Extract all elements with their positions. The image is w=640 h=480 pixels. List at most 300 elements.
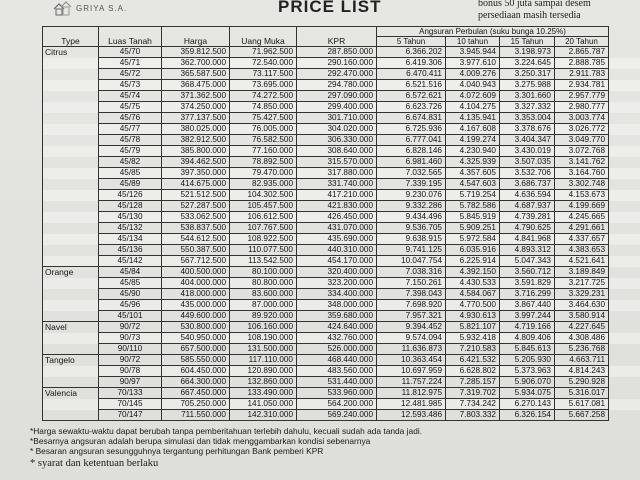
cell-5-tahun: 7.032.565 [377,168,446,179]
cell-harga: 527.287.500 [162,201,230,212]
row-spacer [609,124,640,135]
cell-uang-muka: 131.500.000 [230,344,297,355]
cell-20-tahun: 3.329.231 [555,289,609,300]
cell-kpr: 315.570.000 [297,157,377,168]
cell-harga: 377.137.500 [162,113,230,124]
cell-5-tahun: 9.536.705 [377,223,446,234]
cell-luas-tanah: 45/134 [99,234,162,245]
cell-luas-tanah: 45/77 [99,124,162,135]
table-row [43,80,640,91]
table-row [43,300,640,311]
cell-5-tahun: 6.674.831 [377,113,446,124]
cell-15-tahun: 3.716.299 [500,289,555,300]
cell-15-tahun: 3.250.317 [500,69,555,80]
cell-5-tahun: 7.038.316 [377,267,446,278]
cell-10-tahun: 4.357.605 [446,168,500,179]
cell-luas-tanah: 45/96 [99,300,162,311]
footnote-bank: * Besaran angsuran sesungguhnya tergantung perhitungan Bank pemberi KPR [30,446,324,456]
price-table-body [43,47,640,421]
cell-uang-muka: 71.962.500 [230,47,297,58]
cell-uang-muka: 89.920.000 [230,311,297,322]
cell-10-tahun: 4.547.603 [446,179,500,190]
cell-15-tahun: 3.327.332 [500,102,555,113]
col-20-tahun: 20 Tahun [555,37,609,47]
cell-5-tahun: 6.623.726 [377,102,446,113]
cell-luas-tanah: 45/78 [99,135,162,146]
cell-type [43,245,99,256]
cell-5-tahun: 6.572.621 [377,91,446,102]
cell-5-tahun: 11.636.873 [377,344,446,355]
cell-15-tahun: 3.404.347 [500,135,555,146]
brand-logo [52,0,127,16]
cell-type [43,366,99,377]
col-5-tahun: 5 Tahun [377,37,446,47]
cell-type [43,102,99,113]
cell-harga: 533.062.500 [162,212,230,223]
cell-kpr: 334.400.000 [297,289,377,300]
cell-10-tahun: 4.325.939 [446,157,500,168]
cell-type [43,58,99,69]
cell-15-tahun: 3.353.004 [500,113,555,124]
row-spacer [609,289,640,300]
cell-luas-tanah: 45/76 [99,113,162,124]
col-harga: Harga [162,27,230,47]
cell-20-tahun: 5.316.017 [555,388,609,399]
cell-10-tahun: 4.040.943 [446,80,500,91]
cell-harga: 414.675.000 [162,179,230,190]
cell-5-tahun: 11.757.224 [377,377,446,388]
cell-kpr: 431.070.000 [297,223,377,234]
cell-luas-tanah: 45/85 [99,278,162,289]
row-spacer [609,278,640,289]
cell-5-tahun: 9.394.452 [377,322,446,333]
cell-kpr: 468.440.000 [297,355,377,366]
cell-15-tahun: 4.687.937 [500,201,555,212]
cell-luas-tanah: 70/145 [99,399,162,410]
cell-uang-muka: 76.005.000 [230,124,297,135]
cell-20-tahun: 4.153.673 [555,190,609,201]
cell-harga: 664.300.000 [162,377,230,388]
cell-kpr: 317.880.000 [297,168,377,179]
cell-kpr: 432.760.000 [297,333,377,344]
cell-luas-tanah: 70/147 [99,410,162,421]
row-spacer [609,168,640,179]
table-row [43,102,640,113]
table-row [43,377,640,388]
cell-luas-tanah: 45/128 [99,201,162,212]
cell-uang-muka: 79.470.000 [230,168,297,179]
cell-uang-muka: 108.922.500 [230,234,297,245]
cell-luas-tanah: 90/110 [99,344,162,355]
cell-15-tahun: 4.719.166 [500,322,555,333]
cell-kpr: 421.830.000 [297,201,377,212]
row-spacer [609,58,640,69]
cell-harga: 371.362.500 [162,91,230,102]
cell-uang-muka: 106.160.000 [230,322,297,333]
cell-uang-muka: 107.767.500 [230,223,297,234]
table-row [43,91,640,102]
cell-type: Orange [43,267,99,278]
cell-kpr: 320.400.000 [297,267,377,278]
cell-5-tahun: 7.339.195 [377,179,446,190]
row-spacer [609,344,640,355]
col-luas-tanah: Luas Tanah [99,27,162,47]
table-row [43,201,640,212]
cell-5-tahun: 7.150.261 [377,278,446,289]
cell-harga: 530.800.000 [162,322,230,333]
cell-uang-muka: 77.160.000 [230,146,297,157]
row-spacer [609,223,640,234]
cell-5-tahun: 6.777.041 [377,135,446,146]
cell-harga: 521.512.500 [162,190,230,201]
cell-kpr: 299.400.000 [297,102,377,113]
cell-uang-muka: 80.800.000 [230,278,297,289]
cell-15-tahun: 5.047.343 [500,256,555,267]
cell-5-tahun: 7.957.321 [377,311,446,322]
cell-uang-muka: 120.890.000 [230,366,297,377]
cell-15-tahun: 3.198.973 [500,47,555,58]
cell-type: Navel [43,322,99,333]
cell-5-tahun: 6.981.460 [377,157,446,168]
cell-harga: 544.612.500 [162,234,230,245]
cell-type [43,234,99,245]
cell-luas-tanah: 70/133 [99,388,162,399]
cell-luas-tanah: 45/90 [99,289,162,300]
cell-luas-tanah: 90/72 [99,355,162,366]
row-spacer [609,212,640,223]
cell-5-tahun: 11.812.975 [377,388,446,399]
cell-20-tahun: 2.934.781 [555,80,609,91]
cell-harga: 705.250.000 [162,399,230,410]
cell-type [43,377,99,388]
cell-harga: 394.462.500 [162,157,230,168]
cell-5-tahun: 12.481.985 [377,399,446,410]
cell-harga: 382.912.500 [162,135,230,146]
row-spacer [609,80,640,91]
cell-20-tahun: 5.667.258 [555,410,609,421]
cell-luas-tanah: 45/73 [99,80,162,91]
cell-10-tahun: 4.072.609 [446,91,500,102]
cell-20-tahun: 4.227.645 [555,322,609,333]
row-spacer [609,322,640,333]
cell-type [43,69,99,80]
footnote-price-change: *Harga sewaktu-waktu dapat berubah tanpa pemberitahuan terlebih dahulu, kecuali sudah ada tanda jadi. [30,426,423,436]
cell-uang-muka: 133.490.000 [230,388,297,399]
cell-5-tahun: 10.363.454 [377,355,446,366]
cell-type: Tangelo [43,355,99,366]
cell-type [43,212,99,223]
cell-type [43,333,99,344]
cell-kpr: 359.680.000 [297,311,377,322]
cell-uang-muka: 83.600.000 [230,289,297,300]
promo-note-line2: persediaan masih tersedia [478,10,581,21]
cell-harga: 374.250.000 [162,102,230,113]
cell-5-tahun: 7.698.920 [377,300,446,311]
cell-kpr: 526.000.000 [297,344,377,355]
cell-20-tahun: 3.189.849 [555,267,609,278]
cell-harga: 711.550.000 [162,410,230,421]
cell-luas-tanah: 90/73 [99,333,162,344]
table-row [43,267,640,278]
table-row [43,168,640,179]
col-15-tahun: 15 Tahun [500,37,555,47]
cell-10-tahun: 7.319.702 [446,388,500,399]
cell-harga: 380.025.000 [162,124,230,135]
cell-type: Citrus [43,47,99,58]
table-row [43,146,640,157]
cell-luas-tanah: 45/136 [99,245,162,256]
table-row [43,179,640,190]
cell-20-tahun: 3.141.762 [555,157,609,168]
cell-luas-tanah: 45/82 [99,157,162,168]
cell-10-tahun: 5.821.107 [446,322,500,333]
cell-harga: 359.812.500 [162,47,230,58]
cell-20-tahun: 4.337.657 [555,234,609,245]
cell-kpr: 306.330.000 [297,135,377,146]
cell-luas-tanah: 90/97 [99,377,162,388]
cell-20-tahun: 3.464.630 [555,300,609,311]
cell-luas-tanah: 45/75 [99,102,162,113]
cell-kpr: 294.780.000 [297,80,377,91]
cell-5-tahun: 6.725.936 [377,124,446,135]
cell-luas-tanah: 45/101 [99,311,162,322]
cell-5-tahun: 9.574.094 [377,333,446,344]
cell-type [43,113,99,124]
col-uang-muka: Uang Muka [230,27,297,47]
table-row [43,47,640,58]
cell-10-tahun: 7.734.242 [446,399,500,410]
cell-type: Valencia [43,388,99,399]
cell-harga: 540.950.000 [162,333,230,344]
cell-harga: 550.387.500 [162,245,230,256]
cell-15-tahun: 4.841.968 [500,234,555,245]
cell-20-tahun: 2.865.787 [555,47,609,58]
cell-10-tahun: 4.230.940 [446,146,500,157]
cell-kpr: 308.640.000 [297,146,377,157]
table-row [43,58,640,69]
cell-type [43,168,99,179]
cell-15-tahun: 4.790.625 [500,223,555,234]
table-row [43,157,640,168]
cell-10-tahun: 7.210.583 [446,344,500,355]
cell-uang-muka: 80.100.000 [230,267,297,278]
cell-15-tahun: 3.430.019 [500,146,555,157]
cell-uang-muka: 73.695.000 [230,80,297,91]
cell-10-tahun: 4.009.276 [446,69,500,80]
cell-10-tahun: 5.972.584 [446,234,500,245]
cell-harga: 365.587.500 [162,69,230,80]
cell-20-tahun: 4.308.486 [555,333,609,344]
cell-5-tahun: 9.741.125 [377,245,446,256]
cell-kpr: 440.310.000 [297,245,377,256]
cell-luas-tanah: 45/71 [99,58,162,69]
cell-luas-tanah: 45/89 [99,179,162,190]
table-row [43,366,640,377]
cell-kpr: 348.000.000 [297,300,377,311]
row-spacer [609,300,640,311]
cell-kpr: 290.160.000 [297,58,377,69]
price-table [42,26,640,421]
cell-10-tahun: 4.135.941 [446,113,500,124]
cell-type [43,157,99,168]
cell-10-tahun: 6.035.916 [446,245,500,256]
cell-5-tahun: 7.398.043 [377,289,446,300]
cell-harga: 404.000.000 [162,278,230,289]
cell-20-tahun: 5.236.768 [555,344,609,355]
cell-harga: 604.450.000 [162,366,230,377]
cell-20-tahun: 3.580.914 [555,311,609,322]
cell-uang-muka: 142.310.000 [230,410,297,421]
cell-kpr: 417.210.000 [297,190,377,201]
col-installment-group: Angsuran Perbulan (suku bunga 10.25%) [377,27,609,37]
footnote-simulation: *Besarnya angsuran adalah berupa simulasi dan tidak menggambarkan kondisi sebenarnya [30,436,371,446]
cell-20-tahun: 2.957.779 [555,91,609,102]
cell-luas-tanah: 45/74 [99,91,162,102]
cell-10-tahun: 5.845.919 [446,212,500,223]
cell-type [43,410,99,421]
row-spacer [609,91,640,102]
table-row [43,311,640,322]
cell-10-tahun: 3.977.610 [446,58,500,69]
cell-15-tahun: 3.301.660 [500,91,555,102]
cell-uang-muka: 87.000.000 [230,300,297,311]
cell-kpr: 331.740.000 [297,179,377,190]
col-type: Type [43,27,99,47]
cell-20-tahun: 3.049.770 [555,135,609,146]
cell-uang-muka: 110.077.500 [230,245,297,256]
cell-20-tahun: 4.199.669 [555,201,609,212]
cell-15-tahun: 5.906.070 [500,377,555,388]
cell-15-tahun: 6.270.143 [500,399,555,410]
cell-5-tahun: 6.828.146 [377,146,446,157]
cell-harga: 368.475.000 [162,80,230,91]
cell-15-tahun: 5.845.613 [500,344,555,355]
cell-5-tahun: 6.366.202 [377,47,446,58]
cell-5-tahun: 6.521.516 [377,80,446,91]
cell-10-tahun: 6.628.802 [446,366,500,377]
cell-kpr: 426.450.000 [297,212,377,223]
cell-kpr: 531.440.000 [297,377,377,388]
table-row [43,212,640,223]
cell-15-tahun: 3.867.440 [500,300,555,311]
footnotes [30,426,422,469]
cell-uang-muka: 108.190.000 [230,333,297,344]
cell-10-tahun: 4.770.500 [446,300,500,311]
footnote-terms: * syarat dan ketentuan berlaku [30,458,159,469]
table-row [43,410,640,421]
cell-luas-tanah: 90/72 [99,322,162,333]
cell-15-tahun: 3.591.829 [500,278,555,289]
cell-20-tahun: 2.911.783 [555,69,609,80]
cell-type [43,124,99,135]
cell-harga: 567.712.500 [162,256,230,267]
cell-type [43,146,99,157]
table-row [43,256,640,267]
cell-10-tahun: 4.167.608 [446,124,500,135]
cell-10-tahun: 4.199.274 [446,135,500,146]
cell-harga: 362.700.000 [162,58,230,69]
cell-uang-muka: 78.892.500 [230,157,297,168]
table-row [43,333,640,344]
table-row [43,69,640,80]
row-spacer [609,377,640,388]
row-spacer [609,47,640,58]
cell-harga: 538.837.500 [162,223,230,234]
cell-10-tahun: 5.719.254 [446,190,500,201]
cell-kpr: 533.960.000 [297,388,377,399]
cell-harga: 400.500.000 [162,267,230,278]
page-title: PRICE LIST [278,0,382,16]
cell-10-tahun: 5.932.418 [446,333,500,344]
cell-20-tahun: 2.980.777 [555,102,609,113]
cell-uang-muka: 72.540.000 [230,58,297,69]
cell-15-tahun: 3.224.645 [500,58,555,69]
cell-harga: 449.600.000 [162,311,230,322]
row-spacer [609,201,640,212]
table-row [43,245,640,256]
cell-kpr: 301.710.000 [297,113,377,124]
cell-type [43,344,99,355]
cell-15-tahun: 6.326.154 [500,410,555,421]
col-kpr: KPR [297,27,377,47]
table-row [43,234,640,245]
cell-20-tahun: 2.888.785 [555,58,609,69]
row-spacer [609,355,640,366]
cell-10-tahun: 7.285.157 [446,377,500,388]
cell-kpr: 287.850.000 [297,47,377,58]
cell-10-tahun: 6.421.532 [446,355,500,366]
cell-10-tahun: 7.803.332 [446,410,500,421]
cell-type [43,223,99,234]
cell-15-tahun: 3.507.035 [500,157,555,168]
row-spacer [609,69,640,80]
row-spacer [609,333,640,344]
cell-luas-tanah: 45/70 [99,47,162,58]
cell-10-tahun: 4.104.275 [446,102,500,113]
table-row [43,289,640,300]
cell-20-tahun: 5.617.081 [555,399,609,410]
cell-uang-muka: 106.612.500 [230,212,297,223]
table-row [43,278,640,289]
cell-type [43,80,99,91]
cell-5-tahun: 9.230.076 [377,190,446,201]
cell-15-tahun: 3.997.244 [500,311,555,322]
cell-luas-tanah: 45/72 [99,69,162,80]
cell-10-tahun: 4.430.533 [446,278,500,289]
cell-20-tahun: 4.383.653 [555,245,609,256]
cell-uang-muka: 117.110.000 [230,355,297,366]
cell-harga: 397.350.000 [162,168,230,179]
cell-type [43,278,99,289]
cell-15-tahun: 4.739.281 [500,212,555,223]
cell-uang-muka: 74.272.500 [230,91,297,102]
row-spacer [609,410,640,421]
table-row [43,113,640,124]
cell-luas-tanah: 45/85 [99,168,162,179]
cell-kpr: 435.690.000 [297,234,377,245]
cell-kpr: 297.090.000 [297,91,377,102]
cell-luas-tanah: 45/142 [99,256,162,267]
row-spacer [609,311,640,322]
cell-20-tahun: 3.217.725 [555,278,609,289]
cell-20-tahun: 3.003.774 [555,113,609,124]
cell-uang-muka: 113.542.500 [230,256,297,267]
promo-note-line1: bonus 50 juta sampai desem [478,0,591,9]
cell-luas-tanah: 45/132 [99,223,162,234]
cell-kpr: 424.640.000 [297,322,377,333]
row-spacer [609,366,640,377]
row-spacer [609,234,640,245]
